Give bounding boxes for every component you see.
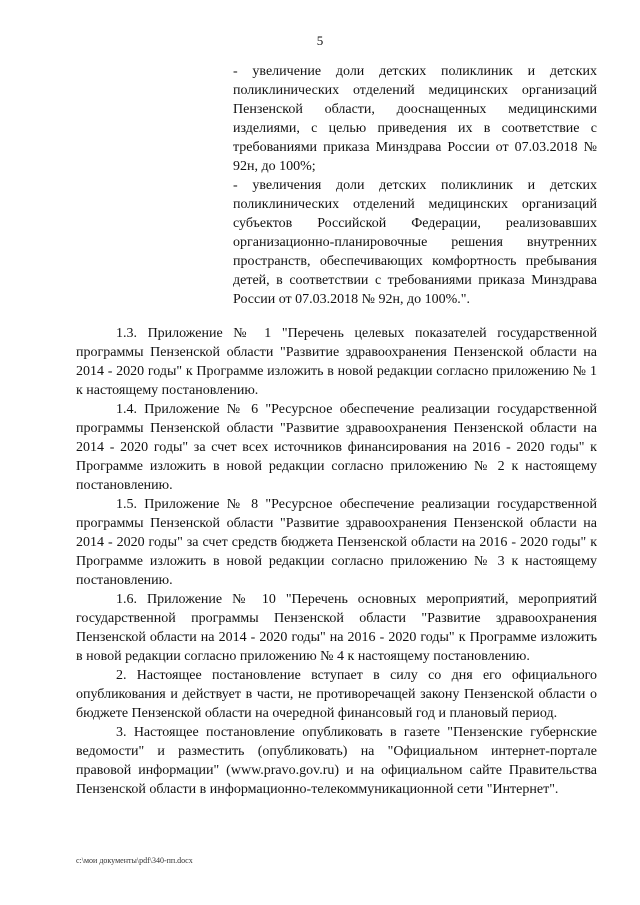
paragraph-1-4: 1.4. Приложение № 6 "Ресурсное обеспечение реализации государственной программы Пензенской области "Развитие здравоохранения Пензенской области на 2014 - 2020 годы" за счет всех источников финансирования на 2016 - 2020 годы" к Программе изложить в новой редакции согласно приложению № 2 к настоящему постановлению.: [76, 402, 597, 493]
document-body: [76, 324, 597, 799]
paragraph-2: 2. Настоящее постановление вступает в силу со дня его официального опубликования и действует в части, не противоречащей закону Пензенской области о бюджете Пензенской области на очередной финансовый год и плановый период.: [76, 668, 597, 721]
paragraph-1-6: 1.6. Приложение № 10 "Перечень основных мероприятий, мероприятий государственной программы Пензенской области "Развитие здравоохранения Пензенской области на 2014 - 2020 годы" на 2016 - 2020 годы" к Программе изложить в новой редакции согласно приложению № 4 к настоящему постановлению.: [76, 592, 597, 664]
paragraph-3: 3. Настоящее постановление опубликовать в газете "Пензенские губернские ведомости" и разместить (опубликовать) на "Официальном интернет-портале правовой информации" (www.pravo.gov.ru) и на официальном сайте Правительства Пензенской области в информационно-телекоммуникационной сети "Интернет".: [76, 725, 597, 797]
page-number: 5: [316, 33, 324, 48]
paragraph-1-5: 1.5. Приложение № 8 "Ресурсное обеспечение реализации государственной программы Пензенской области "Развитие здравоохранения Пензенской области на 2014 - 2020 годы" за счет средств бюджета Пензенской области на 2016 - 2020 годы" к Программе изложить в новой редакции согласно приложению № 3 к настоящему постановлению.: [76, 497, 597, 588]
paragraph-1-3: 1.3. Приложение № 1 "Перечень целевых показателей государственной программы Пензенской области "Развитие здравоохранения Пензенской области на 2014 - 2020 годы" к Программе изложить в новой редакции согласно приложению № 1 к настоящему постановлению.: [76, 326, 597, 398]
file-path-footer: c:\мои документы\pdf\340-пп.docx: [76, 856, 193, 865]
list-item: - увеличения доли детских поликлиник и детских поликлинических отделений медицинских организаций субъектов Российской Федерации, реализовавших организационно-планировочные решения внутренних пространств, обеспечивающих комфортность пребывания детей, в соответствии с требованиями приказа Минздрава России от 07.03.2018 № 92н, до 100%.".: [233, 178, 597, 307]
list-item: - увеличение доли детских поликлиник и детских поликлинических отделений медицинских организаций Пензенской области, дооснащенных медицинскими изделиями, с целью приведения их в соответствие с требованиями приказа Минздрава России от 07.03.2018 № 92н, до 100%;: [233, 64, 597, 174]
indented-list: [233, 62, 597, 309]
